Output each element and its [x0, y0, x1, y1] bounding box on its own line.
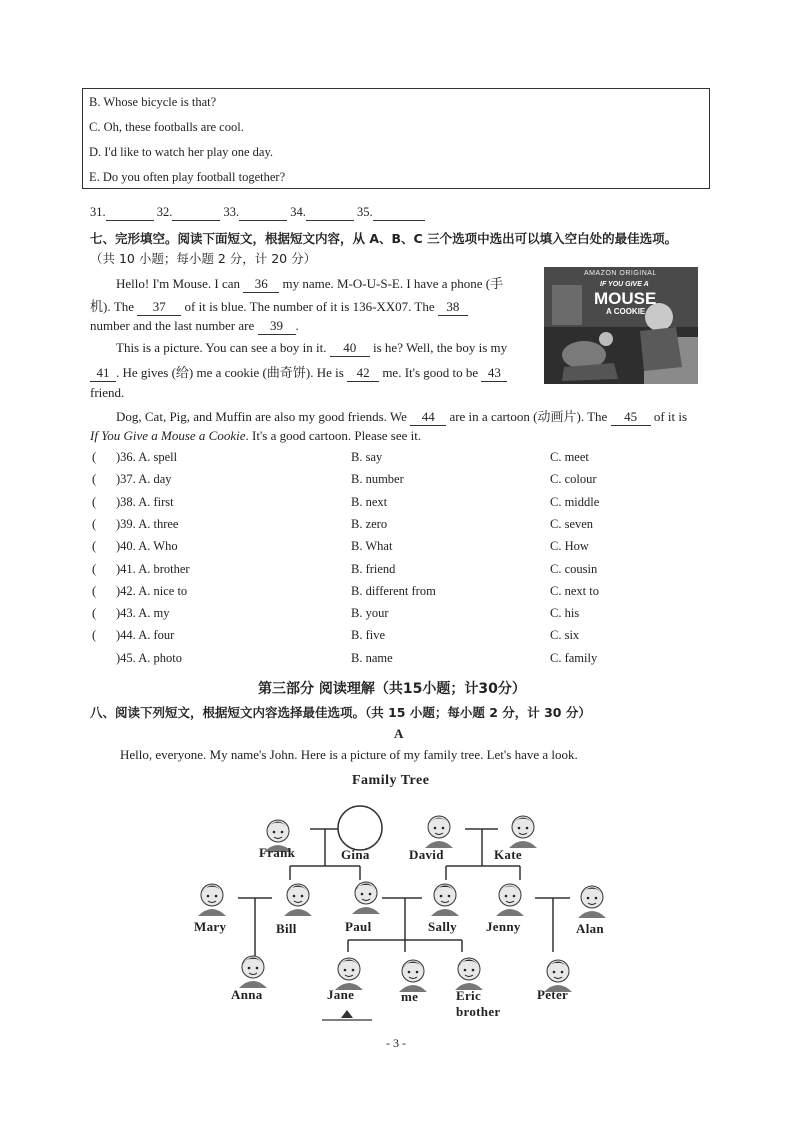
passage-line-2	[90, 296, 468, 316]
answer-paren[interactable]: (	[92, 628, 97, 643]
option-b: B. Whose bicycle is that?	[89, 95, 217, 109]
blank-45[interactable]: 45	[611, 409, 651, 426]
bill-face	[278, 876, 318, 916]
alan-face	[572, 878, 612, 918]
answer-31-blank[interactable]	[106, 205, 154, 221]
blank-44[interactable]: 44	[410, 409, 446, 426]
question-option-b: B. name	[351, 650, 393, 665]
answer-paren[interactable]: (	[92, 583, 97, 598]
question-option-c: C. middle	[550, 494, 600, 509]
passage-text: .	[295, 318, 299, 333]
tree-name-sally: Sally	[428, 919, 457, 934]
passage-text: This is a picture. You can see a boy in it.	[116, 340, 327, 355]
question-option-b: B. friend	[351, 561, 396, 576]
mary-face	[192, 876, 232, 916]
answer-line	[90, 205, 425, 221]
eric-face	[449, 950, 489, 990]
tree-name-jane: Jane	[327, 987, 355, 1002]
jane-face	[329, 950, 369, 990]
question-option-b: B. number	[351, 472, 404, 487]
passage-line-4	[116, 340, 507, 357]
question-option-a: )44. A. four	[116, 628, 175, 643]
blank-38[interactable]: 38	[438, 299, 468, 316]
tree-name-me: me	[401, 989, 419, 1004]
poster-title-1: IF YOU GIVE A	[600, 281, 649, 288]
answer-34-blank[interactable]	[306, 205, 354, 221]
passage-text: 机). The	[90, 299, 135, 314]
answer-paren[interactable]: (	[92, 561, 97, 576]
passage-text: number and the last number are	[90, 318, 255, 333]
passage-line-1	[116, 273, 503, 293]
passage-text: are in a cartoon (动画片). The	[449, 409, 608, 424]
question-option-a: )41. A. brother	[116, 561, 190, 576]
page-number: - 3 -	[386, 1036, 406, 1050]
tree-name-alan: Alan	[576, 921, 604, 936]
tree-name-bill: Bill	[276, 921, 297, 936]
question-option-b: B. five	[351, 628, 386, 643]
question-option-b: B. say	[351, 450, 383, 464]
kate-face	[503, 808, 543, 848]
passage-text: of it is blue. The number of it is 136-XX07. The	[184, 299, 435, 314]
cartoon-title: If You Give a Mouse a Cookie	[90, 428, 246, 443]
question-option-c: C. colour	[550, 472, 597, 487]
question-option-c: C. cousin	[550, 561, 598, 576]
answer-34-label: 34.	[290, 205, 306, 219]
passage-text: is he? Well, the boy is my	[373, 340, 508, 355]
question-option-b: B. What	[351, 539, 393, 554]
option-e: E. Do you often play football together?	[89, 170, 286, 184]
anna-face	[233, 948, 273, 988]
passage-line-6: friend.	[90, 385, 125, 400]
question-option-b: B. next	[351, 494, 388, 509]
answer-paren[interactable]: (	[92, 494, 97, 509]
question-option-b: B. different from	[351, 583, 436, 598]
section7-subtitle: （共 10 小题；每小题 2 分，计 20 分）	[90, 251, 317, 266]
question-option-a: )36. A. spell	[116, 450, 178, 464]
question-option-a: )42. A. nice to	[116, 583, 188, 598]
question-option-c: C. How	[550, 539, 589, 554]
answer-paren[interactable]: (	[92, 516, 97, 531]
passage-text: of it is	[653, 409, 688, 424]
tree-name-gina: Gina	[341, 847, 370, 862]
passage-text: Hello! I'm Mouse. I can	[116, 276, 241, 291]
passage-text: me. It's good to be	[382, 365, 479, 380]
tree-name-kate: Kate	[494, 847, 522, 862]
question-option-c: C. family	[550, 650, 598, 665]
answer-33-label: 33.	[223, 205, 240, 219]
blank-42[interactable]: 42	[347, 365, 379, 382]
blank-40[interactable]: 40	[330, 340, 370, 357]
tree-name-david: David	[409, 847, 444, 862]
peter-face	[538, 952, 578, 992]
answer-31-label: 31.	[90, 205, 106, 219]
blank-43[interactable]: 43	[481, 365, 507, 382]
tree-name-mary: Mary	[194, 919, 227, 934]
tree-name-anna: Anna	[231, 987, 263, 1002]
tree-name-paul: Paul	[345, 919, 372, 934]
answer-32-label: 32.	[156, 205, 173, 219]
question-option-a: )45. A. photo	[116, 650, 182, 665]
passage-line-7	[116, 406, 687, 426]
passage-text: my name. M-O-U-S-E. I have a phone (手	[282, 276, 504, 291]
family-tree-title: Family Tree	[352, 773, 430, 788]
answer-paren[interactable]: (	[92, 606, 97, 621]
options-box	[82, 88, 710, 189]
question-option-a: )39. A. three	[116, 516, 179, 531]
tree-name-peter: Peter	[537, 987, 569, 1002]
question-option-c: C. next to	[550, 583, 599, 598]
question-option-b: B. zero	[351, 516, 388, 531]
answer-33-blank[interactable]	[239, 205, 287, 221]
answer-paren[interactable]: (	[92, 472, 97, 487]
answer-32-blank[interactable]	[172, 205, 220, 221]
passage-line-3	[90, 318, 299, 335]
poster-title-2: MOUSE	[594, 289, 657, 308]
question-option-a: )38. A. first	[116, 494, 174, 509]
option-d: D. I'd like to watch her play one day.	[89, 145, 274, 159]
passage-line-5	[90, 362, 507, 382]
jenny-face	[490, 876, 530, 916]
answer-35-blank[interactable]	[373, 205, 425, 221]
passage-text: . It's a good cartoon. Please see it.	[245, 428, 422, 443]
passage-label: A	[394, 726, 404, 741]
question-option-c: C. six	[550, 628, 580, 643]
me-face	[393, 952, 433, 992]
question-option-b: B. your	[351, 606, 389, 621]
section7-title: 七、完形填空。阅读下面短文，根据短文内容，从 A、B、C 三个选项中选出可以填入空白处的最佳选项。	[90, 231, 678, 246]
tree-name-frank: Frank	[259, 845, 296, 860]
question-option-a: )43. A. my	[116, 606, 170, 621]
david-face	[419, 808, 459, 848]
question-option-c: C. seven	[550, 516, 594, 531]
blank-41[interactable]: 41	[90, 365, 116, 382]
answer-35-label: 35.	[357, 205, 373, 219]
section8-heading: 八、阅读下列短文，根据短文内容选择最佳选项。（共 15 小题；每小题 2 分，计 30 分）	[90, 705, 591, 720]
answer-paren[interactable]: (	[92, 539, 97, 554]
question-option-c: C. meet	[550, 450, 589, 464]
passage-text: . He gives (给) me a cookie (曲奇饼). He is	[116, 365, 344, 380]
tree-name-brother: brother	[456, 1004, 501, 1019]
question-option-a: )37. A. day	[116, 472, 172, 487]
passage-text: Dog, Cat, Pig, and Muffin are also my good friends. We	[116, 409, 407, 424]
sally-face	[425, 876, 465, 916]
part3-heading: 第三部分 阅读理解（共15小题；计30分）	[258, 681, 526, 697]
option-c: C. Oh, these footballs are cool.	[89, 120, 244, 134]
tree-name-jenny: Jenny	[486, 919, 521, 934]
passage-intro: Hello, everyone. My name's John. Here is a picture of my family tree. Let's have a look.	[120, 747, 578, 762]
blank-37[interactable]: 37	[137, 299, 181, 316]
poster-top-text: AMAZON ORIGINAL	[584, 270, 657, 277]
tree-name-eric: Eric	[456, 988, 482, 1003]
question-option-a: )40. A. Who	[116, 539, 178, 554]
question-option-c: C. his	[550, 606, 580, 621]
blank-36[interactable]: 36	[243, 276, 279, 293]
poster-title-3: A COOKIE	[606, 307, 646, 316]
answer-paren[interactable]: (	[92, 450, 97, 464]
paul-face	[346, 874, 386, 914]
passage-line-8	[90, 428, 421, 444]
cartoon-poster-image	[544, 267, 698, 384]
blank-39[interactable]: 39	[258, 318, 296, 335]
